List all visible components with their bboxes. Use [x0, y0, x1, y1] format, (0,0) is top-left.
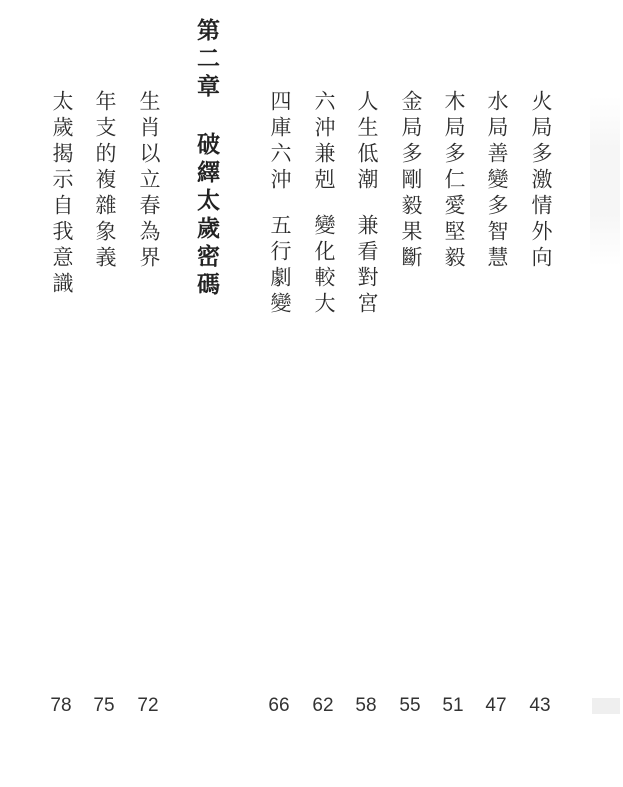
- toc-entry-subtitle: 變化較大: [312, 214, 336, 318]
- bleed-through-shadow: [590, 96, 620, 266]
- toc-entry-water[interactable]: [483, 90, 511, 272]
- toc-entry-title: 金局多剛毅果斷: [399, 90, 423, 272]
- toc-page-number: 47: [485, 695, 507, 716]
- toc-entry-title: 六沖兼剋: [312, 90, 336, 194]
- toc-entry-life-low[interactable]: [353, 90, 381, 318]
- toc-page-number: 75: [93, 695, 115, 716]
- toc-entry-subtitle: 五行劇變: [268, 214, 292, 318]
- toc-entry-title: 生肖以立春為界: [137, 90, 161, 272]
- toc-entry-zodiac-spring[interactable]: [135, 90, 163, 272]
- toc-entry-title: 人生低潮: [355, 90, 379, 194]
- toc-page-number: 78: [50, 695, 72, 716]
- toc-entry-wood[interactable]: [440, 90, 468, 272]
- toc-entry-title: 水局善變多智慧: [485, 90, 509, 272]
- bleed-through-number-shadow: [592, 698, 620, 714]
- chapter-label: 第二章: [193, 18, 219, 102]
- toc-entry-title: 太歲揭示自我意識: [50, 90, 74, 298]
- toc-entry-title: 四庫六沖: [268, 90, 292, 194]
- toc-entry-title: 木局多仁愛堅毅: [442, 90, 466, 272]
- toc-entry-subtitle: 兼看對宮: [355, 214, 379, 318]
- chapter-title: 破繹太歲密碼: [193, 132, 219, 300]
- toc-entry-fire[interactable]: [527, 90, 555, 272]
- chapter-heading: [189, 18, 223, 300]
- toc-entry-title: 火局多激情外向: [529, 90, 553, 272]
- toc-page-number: 55: [399, 695, 421, 716]
- toc-entry-four-storage[interactable]: [266, 90, 294, 318]
- toc-entry-year-branch[interactable]: [91, 90, 119, 272]
- toc-page-number: 62: [312, 695, 334, 716]
- toc-entry-taisui-self[interactable]: [48, 90, 76, 298]
- toc-entry-six-clash[interactable]: [310, 90, 338, 318]
- toc-page-number: 51: [442, 695, 464, 716]
- toc-page-number: 58: [355, 695, 377, 716]
- toc-entry-metal[interactable]: [397, 90, 425, 272]
- toc-page-number: 43: [529, 695, 551, 716]
- toc-entry-title: 年支的複雜象義: [93, 90, 117, 272]
- toc-page-number: 66: [268, 695, 290, 716]
- toc-page-number: 72: [137, 695, 159, 716]
